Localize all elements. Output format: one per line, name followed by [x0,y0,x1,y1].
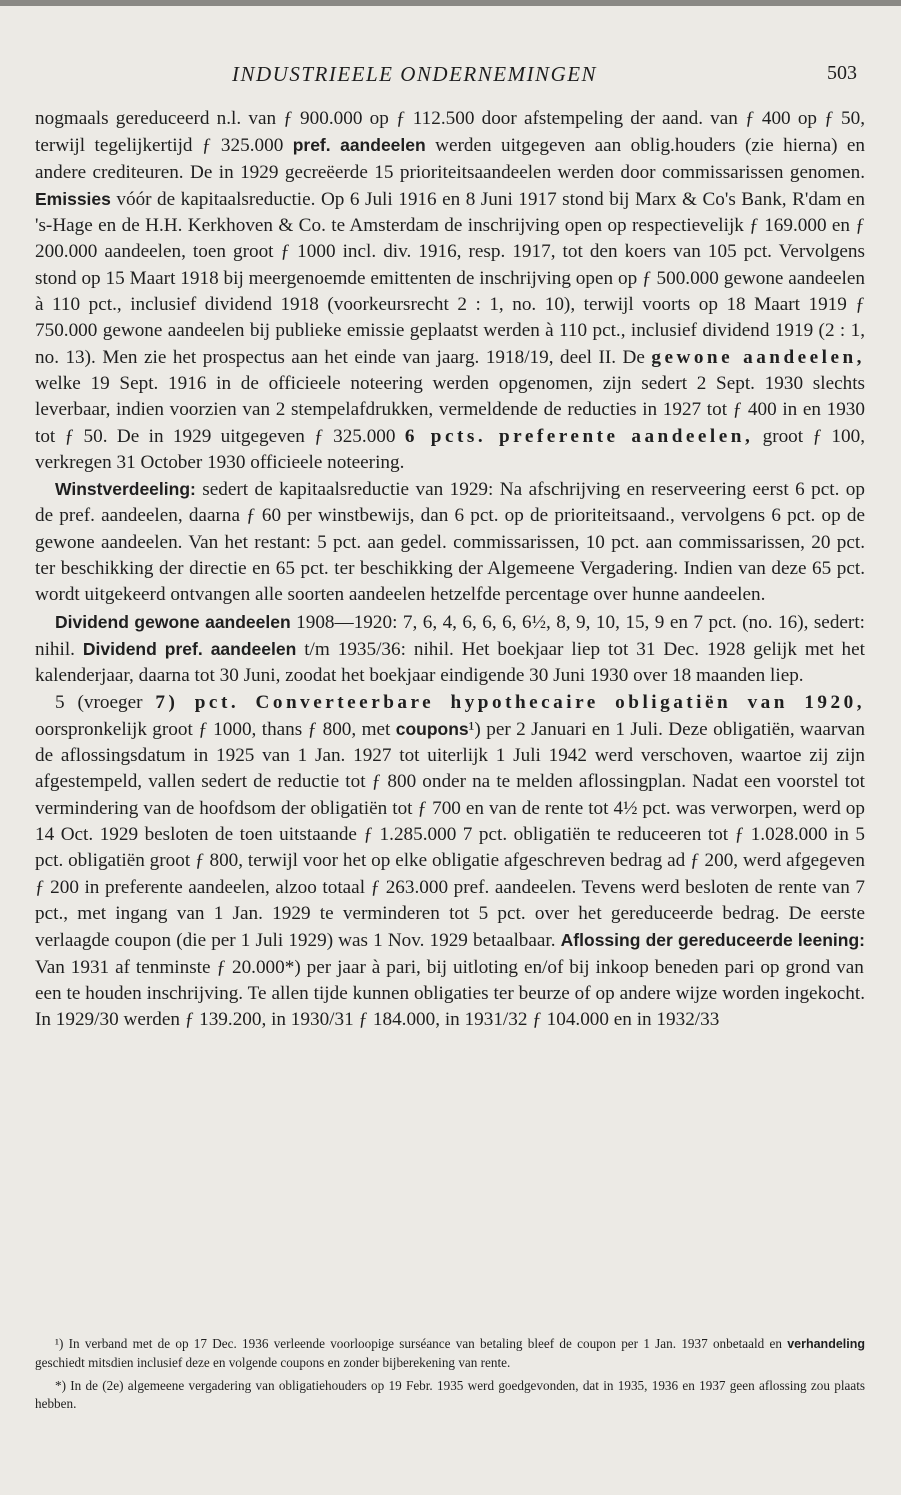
text-run: 5 (vroeger [55,691,156,713]
bold-term-verhandeling: verhandeling [787,1337,865,1351]
bold-term-pref-aandeelen: pref. aandeelen [292,135,426,156]
bold-term-emissies: Emissies [35,188,111,209]
text-run: Van 1931 af tenminste ƒ 20.000*) per jaar à pari, bij uitloting en/of bij inkoop beneden pari op grond van een te houden inschrijving. Te allen tijde kunnen obligaties ter beurze of op andere wijze worden ingekocht. In 1929/30 werden ƒ 139.200, in 1930/31 ƒ 184.000, in 1931/32 ƒ 104.000 en in 1932/33 [35,956,865,1031]
paragraph-winstverdeeling [35,476,865,608]
body-text [35,106,865,1033]
bold-term-aflossing: Aflossing der gereduceerde leening: [560,930,865,951]
footnote-1 [35,1335,865,1371]
text-run: sedert de kapitaalsreductie van 1929: Na afschrijving en reserveering eerst 6 pct. op de pref. aandeelen, daarna ƒ 60 per winstbewijs, dan 6 pct. op de prioriteitsaand., vervolgens 6 pct. op de gewone aandeelen. Van het restant: 5 pct. aan gedel. commissarissen, 10 pct. aan commissarissen, 20 pct. ter beschikking der directie en 65 pct. ter beschikking der Algemeene Vergadering. Indien van deze 65 pct. wordt uitgekeerd ontvangen alle soorten aandeelen hetzelfde percentage over hunne aandeelen. [35,479,865,606]
page-number: 503 [827,62,857,84]
text-run: geschiedt mitsdien inclusief deze en volgende coupons en zonder bijberekening van rente. [35,1354,511,1370]
text-run: welke 19 Sept. 1916 in de officieele noteering werden opgenomen, zijn sedert 2 Sept. 1930 slechts leverbaar, indien voorzien van 2 stempelafdrukken, vermeldende de reducties in 1927 tot ƒ 400 in en 1930 tot ƒ 50. De in 1929 uitgegeven ƒ 325.000 [35,372,865,447]
spaced-term-preferente-aandeelen: 6 pcts. preferente aandeelen, [404,425,754,447]
footnote-2: *) In de (2e) algemeene vergadering van obligatiehouders op 19 Febr. 1935 werd goedgevonden, dat in 1935, 1936 en 1937 geen aflossing zou plaats hebben. [35,1378,865,1411]
footnotes [35,1335,865,1418]
text-run: werden uitgegeven aan oblig.houders (zie hierna) en andere crediteuren. De in 1929 gecreëerde 15 prioriteitsaandeelen werden door commissarissen genomen. [35,135,865,183]
text-run: nogmaals gereduceerd n.l. van ƒ 900.000 op ƒ 112.500 door afstempeling der aand. van ƒ 400 op ƒ 50, terwijl tegelijkertijd ƒ 325.000 [35,108,865,157]
page-header [0,58,901,92]
text-run: oorspronkelijk groot ƒ 1000, thans ƒ 800, met [35,718,396,740]
spaced-term-obligatien: 7) pct. Converteerbare hypothecaire obligatiën van 1920, [155,691,866,713]
text-run: t/m 1935/36: nihil. Het boekjaar liep tot 31 Dec. 1928 gelijk met het kalenderjaar, daarna tot 30 Juni, zoodat het boekjaar eindigende 30 Juni 1930 over 18 maanden liep. [35,638,865,687]
bold-term-dividend-gewone: Dividend gewone aandeelen [55,611,291,632]
text-run: ¹) In verband met de op 17 Dec. 1936 verleende voorloopige surséance van betaling bleef de coupon per 1 Jan. 1937 onbetaald en [55,1336,788,1351]
text-run: 1908—1920: 7, 6, 4, 6, 6, 6, 6½, 8, 9, 10, 15, 9 en 7 pct. (no. 16), sedert: nihil. [35,611,865,660]
running-title: INDUSTRIEELE ONDERNEMINGEN [232,62,598,86]
footnote-ref-1: ¹) [468,718,481,740]
paragraph-obligaties [35,690,865,1034]
scan-top-edge [0,0,901,6]
paragraph-dividend [35,609,865,690]
spaced-term-gewone-aandeelen: gewone aandeelen, [651,346,865,368]
bold-term-coupons: coupons [395,718,469,739]
paragraph-emissies [35,106,865,476]
text-run: groot ƒ 100, verkregen 31 October 1930 officieele noteering. [35,425,865,473]
bold-term-winstverdeeling: Winstverdeeling: [55,479,196,500]
bold-term-dividend-pref: Dividend pref. aandeelen [82,638,297,659]
text-run: vóór de kapitaalsreductie. Op 6 Juli 1916 en 8 Juni 1917 stond bij Marx & Co's Bank, R'dam en 's-Hage en de H.H. Kerkhoven & Co. te Amsterdam de inschrijving open op respectievelijk ƒ 169.000 en ƒ 200.000 aandeelen, toen groot ƒ 1000 incl. div. 1916, resp. 1917, tot den koers van 105 pct. Vervolgens stond op 15 Maart 1918 bij meergenoemde emittenten de inschrijving open op ƒ 500.000 gewone aandeelen à 110 pct., inclusief dividend 1918 (voorkeursrecht 2 : 1, no. 10), terwijl voorts op 18 Maart 1919 ƒ 750.000 gewone aandeelen bij publieke emissie geplaatst werden à 110 pct., inclusief dividend 1919 (2 : 1, no. 13). Men zie het prospectus aan het einde van jaarg. 1918/19, deel II. De [35,188,865,368]
text-run: per 2 Januari en 1 Juli. Deze obligatiën, waarvan de aflossingsdatum in 1925 van 1 Jan. 1927 tot uiterlijk 1 Juli 1942 werd verschoven, waartoe zij zijn afgestempeld, vallen sedert de reductie tot ƒ 800 onder na te melden aflossingplan. Nadat een voorstel tot vermindering van de hoofdsom der obligatiën tot ƒ 700 en van de rente tot 4½ pct. was verworpen, werd op 14 Oct. 1929 besloten de toen uitstaande ƒ 1.285.000 7 pct. obligatiën te reduceeren tot ƒ 1.028.000 in 5 pct. obligatiën groot ƒ 800, terwijl voor het op elke obligatie afgeschreven bedrag ad ƒ 200, werd afgegeven ƒ 200 in preferente aandeelen, alzoo totaal ƒ 263.000 pref. aandeelen. Tevens werd besloten de rente van 7 pct., met ingang van 1 Jan. 1929 te verminderen tot 5 pct. over het gereduceerde bedrag. De eerste verlaagde coupon (die per 1 Juli 1929) was 1 Nov. 1929 betaalbaar. [35,718,865,952]
